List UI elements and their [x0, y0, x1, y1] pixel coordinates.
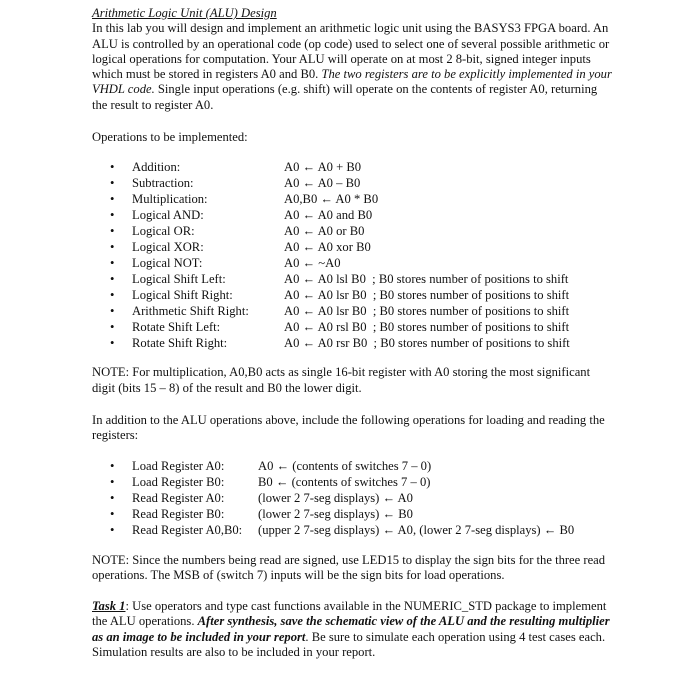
multiplication-note: NOTE: For multiplication, A0,B0 acts as single 16-bit register with A0 storing the most significant digit (bits 15 – 8) of the result and B0 the lower digit. — [92, 365, 591, 395]
load-read-label: Read Register A0,B0: — [132, 522, 243, 537]
bullet: • — [110, 458, 115, 473]
load-read-expression: (upper 2 7-seg displays) ← A0, (lower 2 7-seg displays) ← B0 — [258, 522, 575, 537]
bullet: • — [110, 304, 115, 319]
operation-item — [92, 223, 612, 239]
operation-item — [92, 239, 612, 255]
operation-label: Logical OR: — [132, 224, 195, 239]
section-title: Arithmetic Logic Unit (ALU) Design — [92, 6, 277, 20]
intro-paragraph: In this lab you will design and implement an arithmetic logic unit using the BASYS3 FPGA board. An ALU is controlled by an operational code (op code) used to select one of several possible arithmetic or logical operations for computation. Your ALU will operate on at most 2 8-bit, signed integer inputs which must be stored in registers A0 and B0. The two registers are to be explicitly implemented in your VHDL code. Single input operations (e.g. shift) will operate on the contents of register A0, returning the result to register A0. — [92, 21, 612, 112]
bullet: • — [110, 176, 115, 191]
load-read-expression: A0 ← (contents of switches 7 – 0) — [258, 458, 432, 473]
load-read-label: Load Register A0: — [132, 458, 225, 473]
operation-expression: A0,B0 ← A0 * B0 — [284, 192, 379, 207]
operation-item — [92, 287, 612, 303]
operation-expression: A0 ← A0 rsr B0 ; B0 stores number of positions to shift — [284, 336, 570, 351]
bullet: • — [110, 192, 115, 207]
operations-heading: Operations to be implemented: — [92, 130, 248, 145]
operation-label: Rotate Shift Left: — [132, 320, 221, 335]
operation-expression: A0 ← A0 or B0 — [284, 224, 365, 239]
operation-label: Arithmetic Shift Right: — [132, 304, 249, 319]
operation-label: Logical XOR: — [132, 240, 204, 255]
bullet: • — [110, 522, 115, 537]
bullet: • — [110, 490, 115, 505]
document-page — [92, 6, 612, 660]
load-read-item — [92, 474, 612, 490]
operation-expression: A0 ← A0 lsr B0 ; B0 stores number of positions to shift — [284, 304, 570, 319]
bullet: • — [110, 474, 115, 489]
operation-label: Logical AND: — [132, 208, 204, 223]
load-read-item — [92, 458, 612, 474]
task-label: Task 1 — [92, 599, 126, 614]
operation-label: Logical Shift Left: — [132, 272, 226, 287]
operations-list — [92, 159, 612, 351]
load-read-expression: (lower 2 7-seg displays) ← A0 — [258, 490, 413, 505]
operation-expression: A0 ← A0 – B0 — [284, 176, 361, 191]
operation-expression: A0 ← A0 lsr B0 ; B0 stores number of positions to shift — [284, 288, 570, 303]
bullet: • — [110, 506, 115, 521]
operation-label: Rotate Shift Right: — [132, 336, 228, 351]
load-read-label: Read Register A0: — [132, 490, 225, 505]
operation-expression: A0 ← A0 and B0 — [284, 208, 373, 223]
operation-expression: A0 ← A0 + B0 — [284, 160, 362, 175]
operation-label: Logical NOT: — [132, 256, 203, 271]
load-read-expression: (lower 2 7-seg displays) ← B0 — [258, 506, 413, 521]
bullet: • — [110, 288, 115, 303]
operation-label: Subtraction: — [132, 176, 194, 191]
bullet: • — [110, 208, 115, 223]
bullet: • — [110, 272, 115, 287]
load-read-intro: In addition to the ALU operations above, include the following operations for loading and reading the registers: — [92, 412, 605, 443]
operation-expression: A0 ← A0 rsl B0 ; B0 stores number of positions to shift — [284, 320, 570, 335]
bullet: • — [110, 240, 115, 255]
operation-expression: A0 ← A0 xor B0 — [284, 240, 371, 255]
bullet: • — [110, 224, 115, 239]
operation-item — [92, 335, 612, 351]
operation-item — [92, 175, 612, 191]
task-paragraph: Task 1: Use operators and type cast functions available in the NUMERIC_STD package to implement the ALU operations. After synthesis, save the schematic view of the ALU and the resulting multiplier as an image to be included in your report. Be sure to simulate each operation using 4 test cases each. Simulation results are also to be included in your report. — [92, 599, 610, 660]
operation-expression: A0 ← ~A0 — [284, 256, 341, 271]
load-read-label: Read Register B0: — [132, 506, 225, 521]
load-read-item — [92, 506, 612, 522]
bullet: • — [110, 160, 115, 175]
operation-item — [92, 191, 612, 207]
operation-item — [92, 303, 612, 319]
load-read-expression: B0 ← (contents of switches 7 – 0) — [258, 474, 431, 489]
operation-item — [92, 159, 612, 175]
sign-bits-note: NOTE: Since the numbers being read are signed, use LED15 to display the sign bits for the three read operations. The MSB of (switch 7) inputs will be the sign bits for load operations. — [92, 552, 606, 582]
load-read-item — [92, 522, 612, 538]
load-read-label: Load Register B0: — [132, 474, 225, 489]
operation-item — [92, 255, 612, 271]
operation-label: Multiplication: — [132, 192, 208, 207]
operation-item — [92, 319, 612, 335]
operation-label: Addition: — [132, 160, 181, 175]
bullet: • — [110, 336, 115, 351]
load-read-item — [92, 490, 612, 506]
operation-item — [92, 271, 612, 287]
operation-label: Logical Shift Right: — [132, 288, 233, 303]
bullet: • — [110, 256, 115, 271]
load-read-list — [92, 458, 612, 538]
operation-item — [92, 207, 612, 223]
bullet: • — [110, 320, 115, 335]
operation-expression: A0 ← A0 lsl B0 ; B0 stores number of positions to shift — [284, 272, 569, 287]
